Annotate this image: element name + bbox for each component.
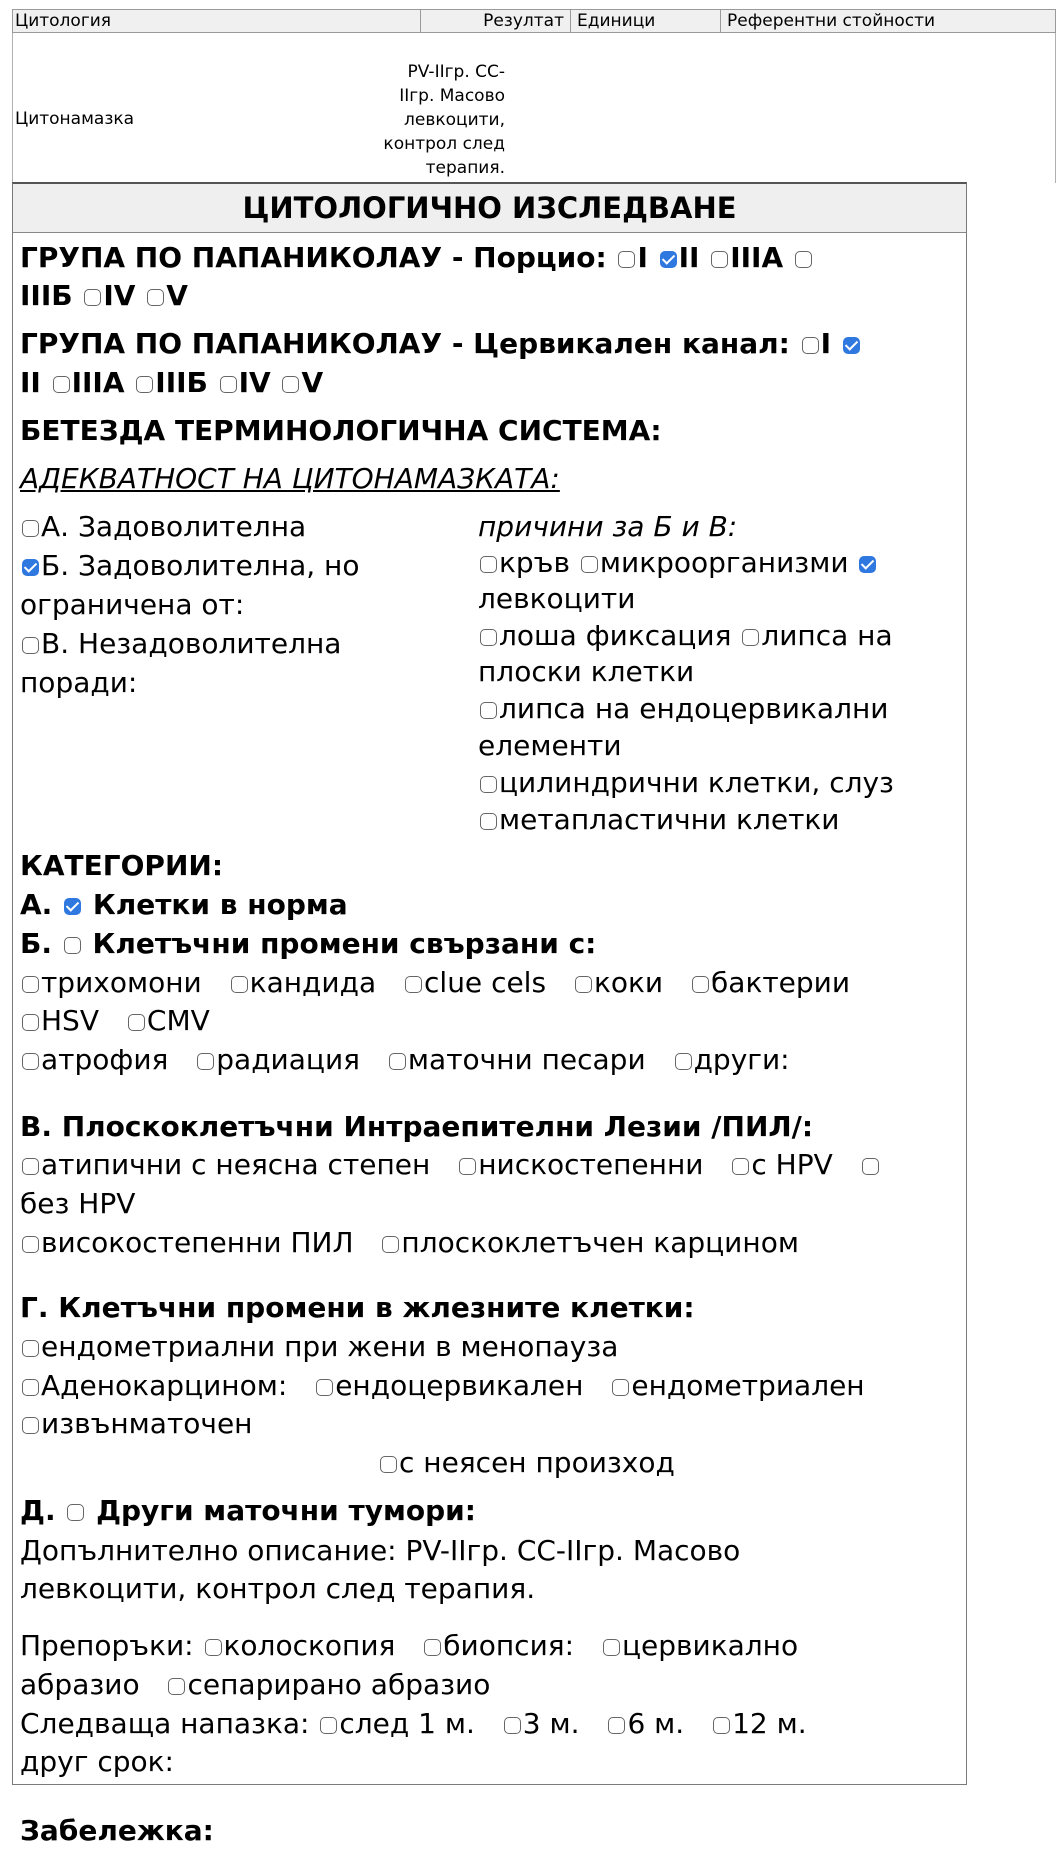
next-visit-other: друг срок: bbox=[20, 1745, 174, 1778]
trich-checkbox[interactable] bbox=[22, 976, 39, 993]
atyp-checkbox[interactable] bbox=[22, 1158, 39, 1175]
category-g-line2: Аденокарцином: ендоцервикален ендометриален bbox=[20, 1367, 865, 1405]
category-g-line1: ендометриални при жени в менопауза bbox=[20, 1328, 618, 1366]
reason-noflat-cont: плоски клетки bbox=[478, 655, 695, 688]
cervical-ii-checkbox[interactable] bbox=[843, 337, 860, 354]
carc-checkbox[interactable] bbox=[382, 1236, 399, 1253]
extra-checkbox[interactable] bbox=[22, 1417, 39, 1434]
portio-ii-checkbox[interactable] bbox=[660, 251, 677, 268]
cervical-iiib-checkbox[interactable] bbox=[136, 376, 153, 393]
reason-blood-checkbox[interactable] bbox=[480, 556, 497, 573]
header-col-units: Единици bbox=[570, 10, 720, 32]
reason-micro-checkbox[interactable] bbox=[581, 556, 598, 573]
adeno-checkbox[interactable] bbox=[22, 1379, 39, 1396]
adequacy-c-checkbox[interactable] bbox=[22, 637, 39, 654]
adequacy-label: АДЕКВАТНОСТ НА ЦИТОНАМАЗКАТА: bbox=[20, 462, 560, 495]
category-b-line1: трихомони кандида clue cels коки бактерии bbox=[20, 964, 850, 1002]
category-b-line3: атрофия радиация маточни песари други: bbox=[20, 1041, 790, 1079]
adequacy-a-checkbox[interactable] bbox=[22, 520, 39, 537]
nohpv-checkbox[interactable] bbox=[862, 1158, 879, 1175]
portio-iv-checkbox[interactable] bbox=[84, 289, 101, 306]
cerv-abr-checkbox[interactable] bbox=[603, 1639, 620, 1656]
colpo-checkbox[interactable] bbox=[205, 1639, 222, 1656]
category-a-checkbox[interactable] bbox=[64, 898, 81, 915]
reasons-line5: липса на ендоцервикални bbox=[478, 690, 888, 728]
reasons-line8: метапластични клетки bbox=[478, 801, 839, 839]
reasons-line1: кръв микроорганизми bbox=[478, 544, 878, 582]
results-header bbox=[12, 9, 1056, 33]
pessary-checkbox[interactable] bbox=[389, 1053, 406, 1070]
cervical-v-checkbox[interactable] bbox=[282, 376, 299, 393]
next-1m-checkbox[interactable] bbox=[320, 1717, 337, 1734]
category-b-line2: HSV CMV bbox=[20, 1002, 210, 1040]
pap-portio-label: ГРУПА ПО ПАПАНИКОЛАУ - Порцио: bbox=[20, 241, 607, 274]
category-a: А. Клетки в норма bbox=[20, 888, 348, 921]
reason-leuko-label: левкоцити bbox=[478, 582, 636, 615]
biopsy-checkbox[interactable] bbox=[424, 1639, 441, 1656]
reason-cyl-checkbox[interactable] bbox=[480, 776, 497, 793]
endocerv-checkbox[interactable] bbox=[316, 1379, 333, 1396]
category-g: Г. Клетъчни промени в жлезните клетки: bbox=[20, 1291, 695, 1324]
reason-meta-checkbox[interactable] bbox=[480, 813, 497, 830]
next-12m-checkbox[interactable] bbox=[713, 1717, 730, 1734]
pap-cervical-line2: II IIIA IIIБ IV V bbox=[20, 366, 324, 399]
hsv-checkbox[interactable] bbox=[22, 1014, 39, 1031]
next-3m-checkbox[interactable] bbox=[504, 1717, 521, 1734]
portio-i-checkbox[interactable] bbox=[618, 251, 635, 268]
other-b-checkbox[interactable] bbox=[675, 1053, 692, 1070]
next-visit-line1: Следваща напазка: след 1 м. 3 м. 6 м. 12 м. bbox=[20, 1707, 807, 1740]
low-checkbox[interactable] bbox=[459, 1158, 476, 1175]
unclear-checkbox[interactable] bbox=[380, 1456, 397, 1473]
category-v-nohpv: без HPV bbox=[20, 1187, 136, 1220]
category-v-line3: високостепенни ПИЛ плоскоклетъчен карцином bbox=[20, 1224, 799, 1262]
extra-description-line2: левкоцити, контрол след терапия. bbox=[20, 1572, 536, 1605]
high-checkbox[interactable] bbox=[22, 1236, 39, 1253]
portio-iiia-checkbox[interactable] bbox=[711, 251, 728, 268]
category-d-checkbox[interactable] bbox=[67, 1504, 84, 1521]
cervical-iiia-checkbox[interactable] bbox=[53, 376, 70, 393]
recommendations-line2: абразио сепарирано абразио bbox=[20, 1668, 491, 1701]
test-result: PV-IIгр. CC- IIгр. Масово левкоцити, контрол след терапия. bbox=[383, 62, 505, 178]
atrophy-checkbox[interactable] bbox=[22, 1053, 39, 1070]
adequacy-b: Б. Задоволителна, но bbox=[20, 547, 359, 585]
pap-cervical-line1: ГРУПА ПО ПАПАНИКОЛАУ - Цервикален канал: I bbox=[20, 325, 862, 363]
pap-cervical-label: ГРУПА ПО ПАПАНИКОЛАУ - Цервикален канал: bbox=[20, 327, 790, 360]
pap-portio-line1: ГРУПА ПО ПАПАНИКОЛАУ - Порцио: I II IIIA bbox=[20, 239, 814, 277]
endomet-meno-checkbox[interactable] bbox=[22, 1340, 39, 1357]
category-v-line1: атипични с неясна степен нискостепенни с HPV bbox=[20, 1146, 881, 1184]
header-col-test: Цитология bbox=[15, 11, 112, 31]
reasons-line3: лоша фиксация липса на bbox=[478, 617, 893, 655]
header-col-reference: Референтни стойности bbox=[720, 10, 1056, 32]
cmv-checkbox[interactable] bbox=[128, 1014, 145, 1031]
results-row bbox=[12, 33, 1056, 183]
portio-v-checkbox[interactable] bbox=[147, 289, 164, 306]
test-name: Цитонамазка bbox=[15, 109, 135, 129]
hpv-checkbox[interactable] bbox=[732, 1158, 749, 1175]
header-col-result: Резултат bbox=[420, 10, 570, 32]
portio-iiib-checkbox[interactable] bbox=[795, 251, 812, 268]
pap-portio-line2: IIIБ IV V bbox=[20, 279, 188, 312]
clue-checkbox[interactable] bbox=[405, 976, 422, 993]
bact-checkbox[interactable] bbox=[692, 976, 709, 993]
extra-description-line1: Допълнително описание: PV-IIгр. CC-IIгр. Масово bbox=[20, 1534, 741, 1567]
sep-abr-checkbox[interactable] bbox=[168, 1678, 185, 1695]
cervical-i-checkbox[interactable] bbox=[802, 337, 819, 354]
radiation-checkbox[interactable] bbox=[197, 1053, 214, 1070]
cand-checkbox[interactable] bbox=[231, 976, 248, 993]
category-g-line4: с неясен произход bbox=[378, 1444, 675, 1482]
endomet-checkbox[interactable] bbox=[612, 1379, 629, 1396]
reason-noendo-checkbox[interactable] bbox=[480, 702, 497, 719]
adequacy-a: А. Задоволителна bbox=[20, 508, 306, 546]
category-d: Д. Други маточни тумори: bbox=[20, 1494, 476, 1527]
recommendations-line1: Препоръки: колоскопия биопсия: цервикално bbox=[20, 1629, 799, 1662]
reason-fixation-checkbox[interactable] bbox=[480, 629, 497, 646]
categories-label: КАТЕГОРИИ: bbox=[20, 849, 224, 882]
koki-checkbox[interactable] bbox=[575, 976, 592, 993]
category-v: В. Плоскоклетъчни Интраепителни Лезии /ПИЛ/: bbox=[20, 1110, 814, 1143]
category-b: Б. Клетъчни промени свързани с: bbox=[20, 927, 597, 960]
reasons-label: причини за Б и В: bbox=[478, 510, 738, 543]
adequacy-c: В. Незадоволителна bbox=[20, 625, 341, 663]
reason-leuko-checkbox[interactable] bbox=[859, 556, 876, 573]
reason-noflat-checkbox[interactable] bbox=[742, 629, 759, 646]
cervical-iv-checkbox[interactable] bbox=[220, 376, 237, 393]
bethesda-label: БЕТЕЗДА ТЕРМИНОЛОГИЧНА СИСТЕМА: bbox=[20, 414, 662, 447]
form-title: ЦИТОЛОГИЧНО ИЗСЛЕДВАНЕ bbox=[13, 184, 966, 233]
reasons-line7: цилиндрични клетки, слуз bbox=[478, 764, 894, 802]
next-6m-checkbox[interactable] bbox=[608, 1717, 625, 1734]
category-b-checkbox[interactable] bbox=[64, 937, 81, 954]
adequacy-c-cont: поради: bbox=[20, 666, 138, 699]
adequacy-b-cont: ограничена от: bbox=[20, 588, 245, 621]
adequacy-b-checkbox[interactable] bbox=[22, 559, 39, 576]
category-g-line3: извънматочен bbox=[20, 1405, 252, 1443]
reason-noendo-cont: елементи bbox=[478, 729, 622, 762]
note-label: Забележка: bbox=[20, 1814, 214, 1847]
